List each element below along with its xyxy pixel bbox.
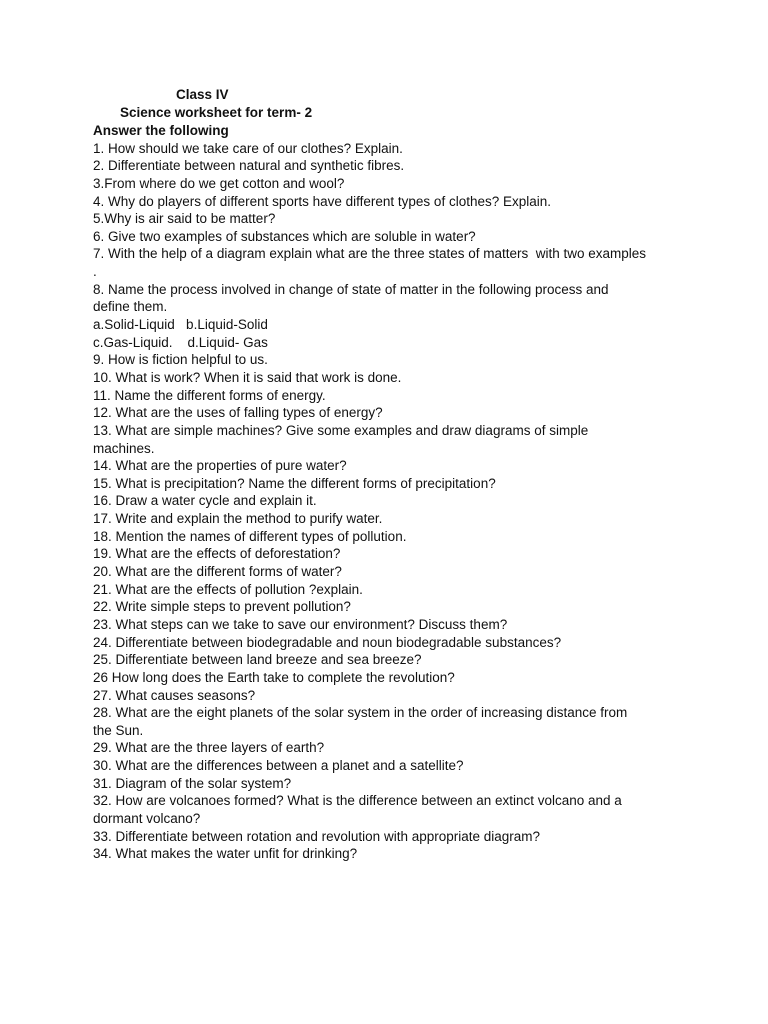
- question-line: the Sun.: [93, 722, 144, 738]
- question-line: 19. What are the effects of deforestation?: [93, 546, 341, 562]
- question-line: 29. What are the three layers of earth?: [93, 740, 325, 756]
- question-line: 12. What are the uses of falling types of energy?: [93, 405, 383, 421]
- question-line: 5.Why is air said to be matter?: [93, 211, 276, 227]
- question-line: 22. Write simple steps to prevent pollution?: [93, 599, 351, 615]
- question-line: 10. What is work? When it is said that work is done.: [93, 369, 402, 385]
- question-line: 28. What are the eight planets of the solar system in the order of increasing distance from: [93, 705, 628, 721]
- question-line: 3.From where do we get cotton and wool?: [93, 175, 345, 191]
- question-line: 31. Diagram of the solar system?: [93, 775, 292, 791]
- question-line: 34. What makes the water unfit for drinking?: [93, 846, 358, 862]
- question-line: 14. What are the properties of pure water?: [93, 458, 347, 474]
- question-list: [93, 122, 693, 863]
- question-line: 25. Differentiate between land breeze and sea breeze?: [93, 652, 422, 668]
- question-line: 4. Why do players of different sports have different types of clothes? Explain.: [93, 193, 552, 209]
- question-line: define them.: [93, 299, 168, 315]
- question-line: 32. How are volcanoes formed? What is the difference between an extinct volcano and a: [93, 793, 622, 809]
- question-line: 33. Differentiate between rotation and revolution with appropriate diagram?: [93, 828, 541, 844]
- question-line: 16. Draw a water cycle and explain it.: [93, 493, 317, 509]
- question-line: 13. What are simple machines? Give some examples and draw diagrams of simple: [93, 422, 589, 438]
- question-line: 27. What causes seasons?: [93, 687, 256, 703]
- question-line: c.Gas-Liquid. d.Liquid- Gas: [93, 334, 268, 350]
- question-line: 2. Differentiate between natural and synthetic fibres.: [93, 158, 405, 174]
- question-line: .: [93, 264, 97, 280]
- question-line: 17. Write and explain the method to purify water.: [93, 511, 383, 527]
- document-title: Class IV: [176, 87, 229, 102]
- question-line: 24. Differentiate between biodegradable and noun biodegradable substances?: [93, 634, 562, 650]
- question-line: 26 How long does the Earth take to complete the revolution?: [93, 669, 455, 685]
- question-line: 7. With the help of a diagram explain what are the three states of matters with two examples: [93, 246, 647, 262]
- question-lines: [93, 140, 693, 863]
- instructions-heading: Answer the following: [93, 123, 229, 138]
- question-line: 21. What are the effects of pollution ?explain.: [93, 581, 363, 597]
- question-line: 6. Give two examples of substances which are soluble in water?: [93, 228, 476, 244]
- question-line: 9. How is fiction helpful to us.: [93, 352, 268, 368]
- question-line: 1. How should we take care of our clothes? Explain.: [93, 140, 403, 156]
- question-line: a.Solid-Liquid b.Liquid-Solid: [93, 317, 268, 333]
- question-line: 11. Name the different forms of energy.: [93, 387, 326, 403]
- question-line: 15. What is precipitation? Name the different forms of precipitation?: [93, 475, 496, 491]
- question-line: 20. What are the different forms of water?: [93, 564, 342, 580]
- document-subtitle: Science worksheet for term- 2: [120, 105, 313, 120]
- question-line: 8. Name the process involved in change of state of matter in the following process and: [93, 281, 609, 297]
- question-line: 18. Mention the names of different types of pollution.: [93, 528, 407, 544]
- question-line: 23. What steps can we take to save our environment? Discuss them?: [93, 616, 508, 632]
- question-line: dormant volcano?: [93, 810, 201, 826]
- question-line: 30. What are the differences between a planet and a satellite?: [93, 758, 464, 774]
- question-line: machines.: [93, 440, 155, 456]
